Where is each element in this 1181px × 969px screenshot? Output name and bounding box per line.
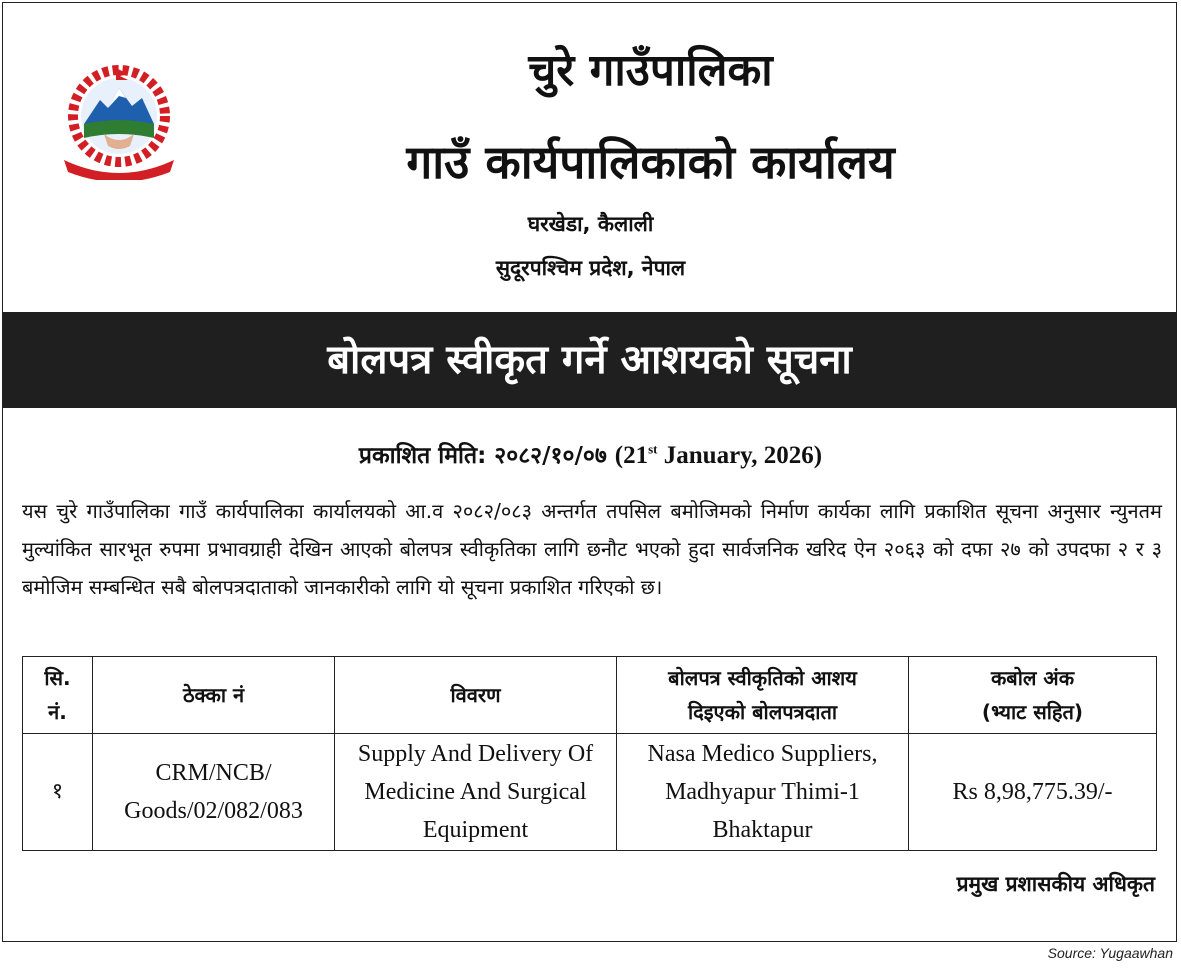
column-header-description: विवरण [335, 657, 617, 734]
cell-description: Supply And Delivery Of Medicine And Surgical Equipment [335, 734, 617, 851]
published-date-nepali: २०८२/१०/०७ [494, 443, 607, 469]
office-address: घरखेडा, कैलाली [527, 212, 654, 236]
published-date-label: प्रकाशित मिति: [358, 443, 487, 469]
cell-contract: CRM/NCB/ Goods/02/082/083 [93, 734, 335, 851]
cell-amount: Rs 8,98,775.39/- [909, 734, 1157, 851]
column-header-contract: ठेक्का नं [93, 657, 335, 734]
column-header-sn: सि. नं. [23, 657, 93, 734]
municipality-name: चुरे गाउँपालिका [528, 45, 773, 96]
notice-body: यस चुरे गाउँपालिका गाउँ कार्यपालिका कार्यालयको आ.व २०८२/०८३ अन्तर्गत तपसिल बमोजिमको निर्माण कार्यका लागि प्रकाशित सूचना अनुसार न्युनतम मुल्यांकित सारभूत रुपमा प्रभावग्राही देखिन आएको बोलपत्र स्वीकृतिका लागि छनौट भएको हुदा सार्वजनिक खरिद ऐन २०६३ को दफा २७ को उपदफा २ र ३ बमोजिम सम्बन्धित सबै बोलपत्रदाताको जानकारीको लागि यो सूचना प्रकाशित गरिएको छ। [22, 499, 1162, 599]
notice-title: बोलपत्र स्वीकृत गर्ने आशयको सूचना [327, 337, 852, 383]
award-table [22, 656, 1157, 851]
source-credit: Source: Yugaawhan [1047, 945, 1173, 961]
table-row [23, 734, 1157, 851]
column-header-amount: कबोल अंक (भ्याट सहित) [909, 657, 1157, 734]
office-province: सुदूरपश्चिम प्रदेश, नेपाल [495, 256, 686, 280]
cell-bidder: Nasa Medico Suppliers, Madhyapur Thimi-1 Bhaktapur [617, 734, 909, 851]
column-header-bidder: बोलपत्र स्वीकृतिको आशय दिइएको बोलपत्रदाता [617, 657, 909, 734]
signatory-title: प्रमुख प्रशासकीय अधिकृत [956, 872, 1155, 896]
notice-title-banner [2, 312, 1177, 408]
table-header-row [23, 657, 1157, 734]
published-date-english: (21st January, 2026) [614, 441, 823, 469]
published-date [0, 438, 1181, 470]
office-name: गाउँ कार्यपालिकाको कार्यालय [406, 135, 895, 189]
cell-sn: १ [23, 734, 93, 851]
